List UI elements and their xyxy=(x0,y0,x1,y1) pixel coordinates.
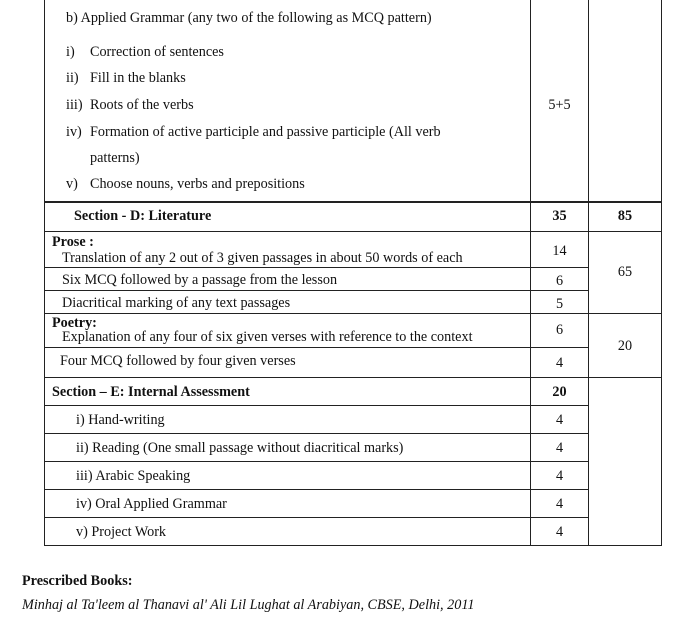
section-e-row-text: iii) Arabic Speaking xyxy=(76,468,191,484)
grammar-item-text: Correction of sentences xyxy=(90,44,224,60)
grammar-item-num: iii) xyxy=(66,97,83,113)
section-e-row-text: ii) Reading (One small passage without diacritical marks) xyxy=(76,440,404,456)
section-e-row-marks: 4 xyxy=(555,524,564,540)
section-e-row-text: iv) Oral Applied Grammar xyxy=(76,496,227,512)
grammar-heading: b) Applied Grammar (any two of the following as MCQ pattern) xyxy=(66,10,432,26)
section-e-label: Section – E: Internal Assessment xyxy=(52,384,250,400)
poetry-row-marks: 4 xyxy=(555,355,564,371)
grammar-item-text: Choose nouns, verbs and prepositions xyxy=(90,176,305,192)
row-divider xyxy=(44,231,662,232)
poetry-row-text: Four MCQ followed by four given verses xyxy=(60,353,296,369)
table-border-left xyxy=(44,0,45,546)
poetry-row-text: Explanation of any four of six given verses with reference to the context xyxy=(62,329,473,345)
section-e-row-marks: 4 xyxy=(555,496,564,512)
row-divider xyxy=(44,313,662,314)
prose-label: Prose : xyxy=(52,234,94,250)
prescribed-books-heading: Prescribed Books: xyxy=(22,573,133,589)
section-d-total: 85 xyxy=(617,208,633,224)
row-divider xyxy=(44,405,589,406)
row-divider xyxy=(44,489,589,490)
section-e-row-marks: 4 xyxy=(555,440,564,456)
prose-row-text: Translation of any 2 out of 3 given passages in about 50 words of each xyxy=(62,250,463,266)
section-e-row-marks: 4 xyxy=(555,468,564,484)
prose-row-marks: 14 xyxy=(552,243,567,259)
section-e-row-text: i) Hand-writing xyxy=(76,412,165,428)
prose-row-text: Diacritical marking of any text passages xyxy=(62,295,291,311)
section-d-marks: 35 xyxy=(552,208,567,224)
row-divider xyxy=(44,517,589,518)
grammar-item-text: Roots of the verbs xyxy=(90,97,194,113)
section-e-row-marks: 4 xyxy=(555,412,564,428)
row-divider xyxy=(44,347,589,348)
table-border-bottom xyxy=(44,545,662,546)
row-divider xyxy=(44,433,589,434)
prescribed-books-citation: Minhaj al Ta'leem al Thanavi al' Ali Lil Lughat al Arabiyan, CBSE, Delhi, 2011 xyxy=(22,597,475,613)
grammar-item-num: ii) xyxy=(66,70,79,86)
grammar-item-num: i) xyxy=(66,44,75,60)
grammar-item-text: patterns) xyxy=(90,150,140,166)
section-e-marks: 20 xyxy=(552,384,567,400)
prose-row-text: Six MCQ followed by a passage from the lesson xyxy=(62,272,338,288)
section-e-row-text: v) Project Work xyxy=(76,524,167,540)
row-divider xyxy=(44,377,662,378)
poetry-row-marks: 6 xyxy=(555,322,564,338)
grammar-marks: 5+5 xyxy=(548,97,571,113)
prose-row-marks: 5 xyxy=(555,296,564,312)
row-divider xyxy=(44,267,589,268)
row-divider xyxy=(44,461,589,462)
grammar-item-text: Fill in the blanks xyxy=(90,70,186,86)
row-divider xyxy=(44,201,662,203)
grammar-item-num: iv) xyxy=(66,124,82,140)
prose-row-marks: 6 xyxy=(555,273,564,289)
table-border-right xyxy=(661,0,662,546)
poetry-total: 20 xyxy=(617,338,633,354)
section-d-label: Section - D: Literature xyxy=(74,208,212,224)
poetry-label: Poetry: xyxy=(52,315,97,331)
prose-total: 65 xyxy=(617,264,633,280)
grammar-item-text: Formation of active participle and passive participle (All verb xyxy=(90,124,441,140)
grammar-item-num: v) xyxy=(66,176,78,192)
row-divider xyxy=(44,290,589,291)
